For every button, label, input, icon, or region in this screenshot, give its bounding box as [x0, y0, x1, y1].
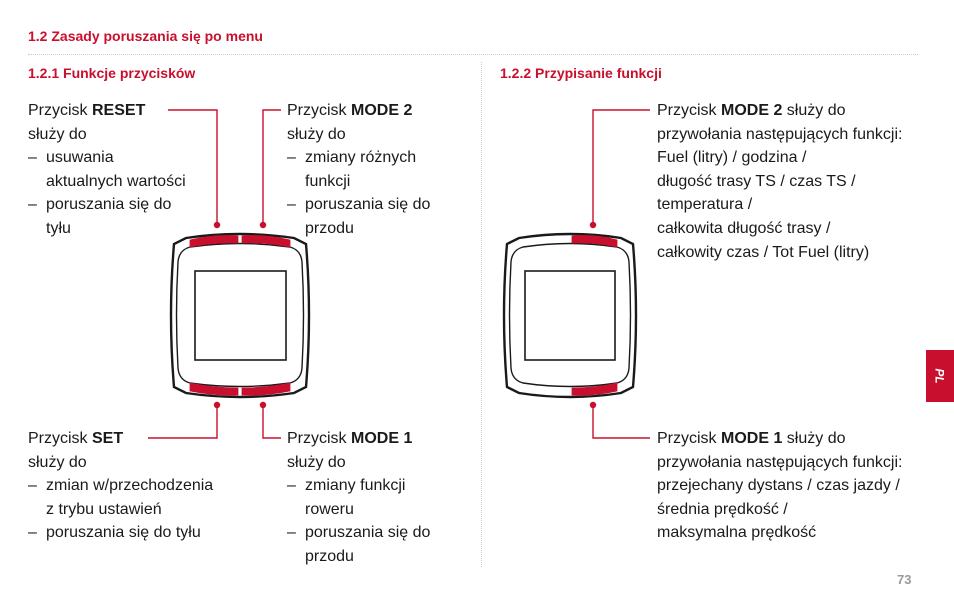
mode1-description: Przycisk MODE 1 służy do – zmiany funkcji roweru – poruszania się do przodu	[287, 427, 472, 569]
language-tab: PL	[926, 350, 954, 402]
assign-mode2-label: MODE 2	[721, 102, 783, 119]
subsection-title-assignment: 1.2.2 Przypisanie funkcji	[500, 65, 662, 81]
subsection-title-buttons: 1.2.1 Funkcje przycisków	[28, 65, 196, 81]
mode2-button-label: MODE 2	[351, 102, 413, 119]
reset-description: Przycisk RESET służy do – usuwania aktualnych wartości – poruszania się do tyłu	[28, 99, 213, 241]
assign-mode1-label: MODE 1	[721, 430, 783, 447]
page-number: 73	[897, 572, 912, 587]
assign-mode2-description: Przycisk MODE 2 służy do przywołania następujących funkcji: Fuel (litry) / godzina / długość trasy TS / czas TS / temperatura / całkowita długość trasy / całkowity czas / Tot Fuel (litry)	[657, 102, 903, 261]
assign-mode1-description: Przycisk MODE 1 służy do przywołania następujących funkcji: przejechany dystans / czas jazdy / średnia prędkość / maksymalna prędkość	[657, 430, 903, 542]
mode1-button-label: MODE 1	[351, 430, 413, 447]
section-title: 1.2 Zasady poruszania się po menu	[28, 28, 263, 44]
device-diagram-left	[171, 234, 309, 397]
set-description: Przycisk SET służy do – zmian w/przechodzenia z trybu ustawień – poruszania się do tyłu	[28, 427, 238, 545]
leader-dots-left	[214, 222, 266, 408]
leader-dots-right	[590, 222, 596, 408]
reset-button-label: RESET	[92, 102, 146, 119]
device-diagram-right	[504, 234, 636, 397]
set-button-label: SET	[92, 430, 124, 447]
mode2-description: Przycisk MODE 2 służy do – zmiany różnych funkcji – poruszania się do przodu	[287, 99, 472, 241]
